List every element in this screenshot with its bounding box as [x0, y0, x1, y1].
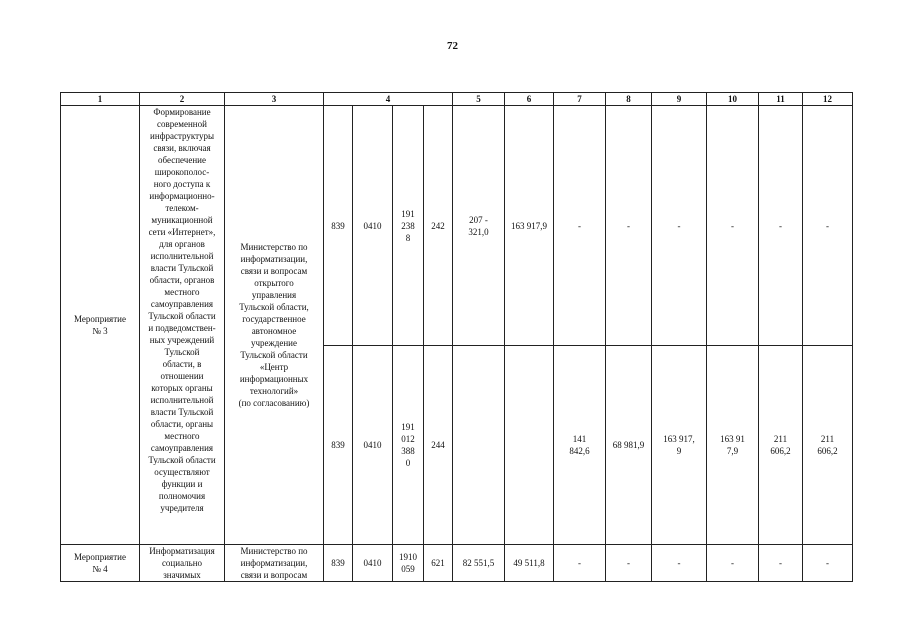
event-label-m4: Мероприятие № 4 [61, 545, 140, 582]
cell-col10: 163 91 7,9 [707, 346, 759, 545]
header-col-9: 9 [652, 93, 707, 106]
cell-grbs: 839 [324, 545, 353, 582]
cell-col11: - [759, 545, 803, 582]
cell-col9: - [652, 545, 707, 582]
budget-table [60, 92, 893, 582]
header-col-3: 3 [225, 93, 324, 106]
cell-col8: 68 981,9 [606, 346, 652, 545]
header-row [61, 93, 893, 106]
cell-col9: - [652, 106, 707, 346]
cell-grbs: 839 [324, 106, 353, 346]
table-row-m4 [61, 545, 893, 582]
header-col-8: 8 [606, 93, 652, 106]
header-col-5: 5 [453, 93, 505, 106]
cell-col7: - [554, 106, 606, 346]
cell-col10: - [707, 545, 759, 582]
cell-col5: 207 - 321,0 [453, 106, 505, 346]
cell-vr: 242 [424, 106, 453, 346]
cell-csr: 191 238 8 [393, 106, 424, 346]
event-label-m3: Мероприятие № 3 [61, 106, 140, 545]
cell-col6 [505, 346, 554, 545]
event-description-m3: Формирование современной инфраструктуры связи, включая обеспечение широкополос- ного доступа к информационно- телеком- муникационной сети «Интернет», для органов исполнительной власти Тульской области, органов местного самоуправления Тульской области и подведомствен- ных учреждений Тульской области, в отношении которых органы исполнительной власти Тульской области, органы местного самоуправления Тульской области осуществляют функции и полномочия учредителя [140, 106, 225, 545]
header-col-4: 4 [324, 93, 453, 106]
cell-rzpr: 0410 [353, 545, 393, 582]
cell-col12: - [803, 545, 853, 582]
cell-col11: 211 606,2 [759, 346, 803, 545]
cell-col5: 82 551,5 [453, 545, 505, 582]
cell-grbs: 839 [324, 346, 353, 545]
cell-csr: 1910 059 [393, 545, 424, 582]
cell-col8: - [606, 106, 652, 346]
header-col-7: 7 [554, 93, 606, 106]
header-col-6: 6 [505, 93, 554, 106]
header-col-12: 12 [803, 93, 853, 106]
cell-col12: - [803, 106, 853, 346]
header-col-10: 10 [707, 93, 759, 106]
event-executor-m3: Министерство по информатизации, связи и вопросам открытого управления Тульской области, государственное автономное учреждение Тульской области «Центр информационных технологий» (по согласованию) [225, 106, 324, 545]
page-number: 72 [447, 40, 458, 52]
table-row-m3-line1 [61, 106, 893, 346]
cell-col8: - [606, 545, 652, 582]
header-col-11: 11 [759, 93, 803, 106]
event-description-m4: Информатизация социально значимых [140, 545, 225, 582]
cell-col7: 141 842,6 [554, 346, 606, 545]
cell-col7: - [554, 545, 606, 582]
event-executor-m4: Министерство по информатизации, связи и вопросам [225, 545, 324, 582]
cell-vr: 244 [424, 346, 453, 545]
cell-col12: 211 606,2 [803, 346, 853, 545]
cell-col6: 163 917,9 [505, 106, 554, 346]
cell-col9: 163 917, 9 [652, 346, 707, 545]
cell-rzpr: 0410 [353, 106, 393, 346]
cell-col11: - [759, 106, 803, 346]
cell-col10: - [707, 106, 759, 346]
cell-rzpr: 0410 [353, 346, 393, 545]
header-col-2: 2 [140, 93, 225, 106]
cell-vr: 621 [424, 545, 453, 582]
cell-col5 [453, 346, 505, 545]
cell-csr: 191 012 388 0 [393, 346, 424, 545]
header-col-1: 1 [61, 93, 140, 106]
cell-col6: 49 511,8 [505, 545, 554, 582]
